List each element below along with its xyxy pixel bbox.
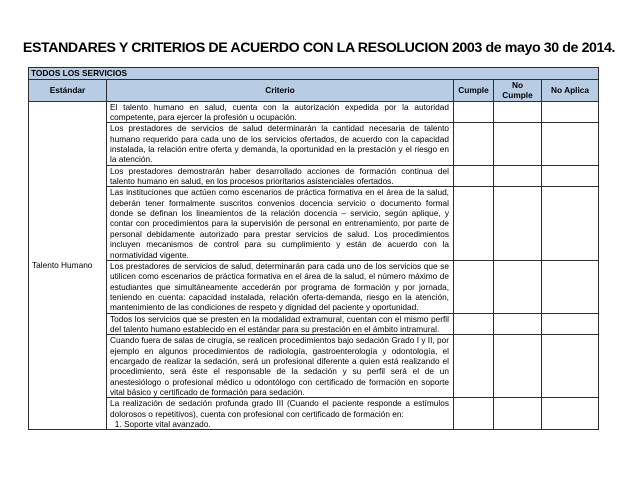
no-aplica-cell[interactable] bbox=[542, 313, 599, 335]
no-cumple-cell[interactable] bbox=[494, 165, 542, 187]
no-cumple-cell[interactable] bbox=[494, 260, 542, 313]
table-row bbox=[29, 187, 599, 260]
no-cumple-cell[interactable] bbox=[494, 335, 542, 398]
table-row bbox=[29, 335, 599, 398]
no-cumple-cell[interactable] bbox=[494, 313, 542, 335]
no-aplica-cell[interactable] bbox=[542, 260, 599, 313]
table-row bbox=[29, 260, 599, 313]
no-aplica-cell[interactable] bbox=[542, 398, 599, 430]
table-row bbox=[29, 123, 599, 165]
cumple-cell[interactable] bbox=[454, 187, 494, 260]
criterio-cell: Todos los servicios que se presten en la modalidad extramural, cuentan con el mismo perfil del talento humano establecido en el estándar para su prestación en el ámbito intramural. bbox=[107, 313, 454, 335]
criterio-cell: Cuando fuera de salas de cirugía, se realicen procedimientos bajo sedación Grado I y II, por ejemplo en algunos procedimientos de radiología, gastroenterología y odontología, el encargado de realizar la sedación, será un profesional diferente a quien está realizando el procedimiento, será éste el responsable de la sedación y su perfil será el de un anestesiólogo o profesional médico u odontólogo con certificado de formación en soporte vital básico y certificado de formación para sedación. bbox=[107, 335, 454, 398]
estandar-cell: Talento Humano bbox=[29, 101, 107, 430]
no-cumple-cell[interactable] bbox=[494, 123, 542, 165]
cumple-cell[interactable] bbox=[454, 335, 494, 398]
cumple-cell[interactable] bbox=[454, 101, 494, 123]
criterio-cell: Los prestadores de servicios de salud, determinarán para cada uno de los servicios que se utilicen como escenarios de práctica formativa en el área de la salud, el número máximo de estudiantes que simultáneamente accederán por programa de formación y por jornada, teniendo en cuenta: capacidad instalada, relación oferta-demanda, riesgo en la atención, mantenimiento de las condiciones de respeto y dignidad del paciente y oportunidad. bbox=[107, 260, 454, 313]
table-row bbox=[29, 398, 599, 430]
cumple-cell[interactable] bbox=[454, 398, 494, 430]
criterio-cell: El talento humano en salud, cuenta con la autorización expedida por la autoridad competente, para ejercer la profesión u ocupación. bbox=[107, 101, 454, 123]
criterio-text: La realización de sedación profunda grado III (Cuando el paciente responde a estímulos dolorosos o repetitivos), cuenta con profesional con certificado de formación en: bbox=[110, 398, 449, 419]
cumple-cell[interactable] bbox=[454, 313, 494, 335]
criterio-cell: Los prestadores de servicios de salud determinarán la cantidad necesaria de talento humano requerido para cada uno de los servicios ofertados, de acuerdo con la capacidad instalada, la relación entre oferta y demanda, la oportunidad en la prestación y el riesgo en la atención. bbox=[107, 123, 454, 165]
cumple-cell[interactable] bbox=[454, 123, 494, 165]
table-row bbox=[29, 101, 599, 123]
no-aplica-cell[interactable] bbox=[542, 101, 599, 123]
no-cumple-cell[interactable] bbox=[494, 398, 542, 430]
cumple-cell[interactable] bbox=[454, 165, 494, 187]
table-row bbox=[29, 313, 599, 335]
header-criterio: Criterio bbox=[107, 80, 454, 102]
criterio-list bbox=[110, 419, 449, 429]
criterio-cell: Las instituciones que actúen como escenarios de práctica formativa en el área de la salud, deberán tener formalmente suscritos convenios docencia servicio o documento formal donde se definan los lineamientos de la relación docencia – servicio, según aplique, y contar con procedimientos para la supervisión de personal en entrenamiento, por parte de personal debidamente autorizado para prestar servicios de salud. Los procedimientos incluyen mecanismos de control para su cumplimiento y están de acuerdo con la normatividad vigente. bbox=[107, 187, 454, 260]
no-cumple-cell[interactable] bbox=[494, 187, 542, 260]
header-no-aplica: No Aplica bbox=[542, 80, 599, 102]
standards-table bbox=[28, 67, 599, 430]
table-row bbox=[29, 165, 599, 187]
header-cumple: Cumple bbox=[454, 80, 494, 102]
header-estandar: Estándar bbox=[29, 80, 107, 102]
document-title: ESTANDARES Y CRITERIOS DE ACUERDO CON LA RESOLUCION 2003 de mayo 30 de 2014. bbox=[22, 40, 616, 56]
no-aplica-cell[interactable] bbox=[542, 165, 599, 187]
no-aplica-cell[interactable] bbox=[542, 123, 599, 165]
header-no-cumple: No Cumple bbox=[494, 80, 542, 102]
list-item: 1. Soporte vital avanzado. bbox=[124, 419, 449, 429]
criterio-cell: Los prestadores demostrarán haber desarrollado acciones de formación continua del talento humano en salud, en los procesos prioritarios asistenciales ofertados. bbox=[107, 165, 454, 187]
no-aplica-cell[interactable] bbox=[542, 187, 599, 260]
cumple-cell[interactable] bbox=[454, 260, 494, 313]
criterio-cell bbox=[107, 398, 454, 430]
no-aplica-cell[interactable] bbox=[542, 335, 599, 398]
section-label: TODOS LOS SERVICIOS bbox=[29, 68, 599, 80]
no-cumple-cell[interactable] bbox=[494, 101, 542, 123]
